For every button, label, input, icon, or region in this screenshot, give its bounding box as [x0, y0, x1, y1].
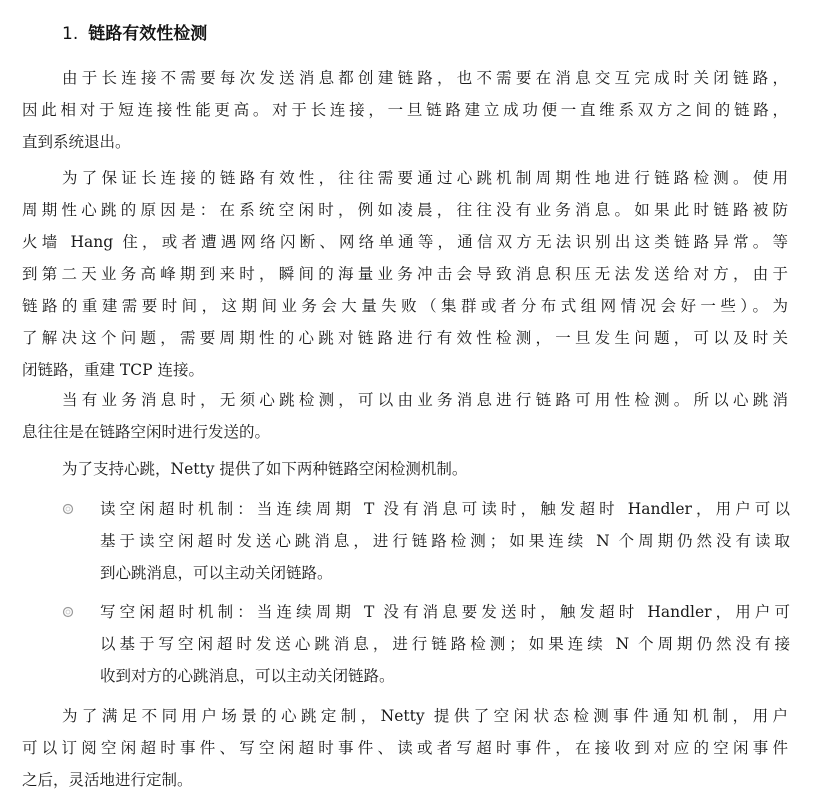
paragraph-line: 为了支持心跳，Netty 提供了如下两种链路空闲检测机制。 — [62, 460, 468, 478]
hollow-circle-icon — [62, 606, 74, 618]
paragraph-closing — [22, 700, 788, 796]
bullet-text — [100, 493, 790, 589]
hollow-circle-icon — [62, 503, 74, 515]
bullet-text — [100, 596, 790, 692]
paragraph-3 — [22, 384, 788, 448]
paragraph-line: 可以订阅空闲超时事件、写空闲超时事件、读或者写超时事件，在接收到对应的空闲事件 — [22, 739, 788, 757]
paragraph-line: 到第二天业务高峰期到来时，瞬间的海量业务冲击会导致消息积压无法发送给对方，由于 — [22, 265, 788, 283]
bullet-line: 写空闲超时机制：当连续周期 T 没有消息要发送时，触发超时 Handler，用户可 — [100, 603, 790, 621]
paragraph-line: 为了满足不同用户场景的心跳定制，Netty 提供了空闲状态检测事件通知机制，用户 — [62, 707, 788, 725]
paragraph-line: 闭链路，重建 TCP 连接。 — [22, 361, 204, 379]
paragraph-line: 因此相对于短连接性能更高。对于长连接，一旦链路建立成功便一直维系双方之间的链路， — [22, 101, 788, 119]
paragraph-1 — [22, 62, 788, 158]
bullet-line: 收到对方的心跳消息，可以主动关闭链路。 — [100, 667, 395, 685]
paragraph-line: 直到系统退出。 — [22, 133, 131, 151]
paragraph-line: 之后，灵活地进行定制。 — [22, 771, 193, 789]
section-number: 1. — [62, 24, 79, 44]
paragraph-line: 为了保证长连接的链路有效性，往往需要通过心跳机制周期性地进行链路检测。使用 — [62, 169, 788, 187]
paragraph-line: 当有业务消息时，无须心跳检测，可以由业务消息进行链路可用性检测。所以心跳消 — [62, 391, 788, 409]
bullet-line: 到心跳消息，可以主动关闭链路。 — [100, 564, 333, 582]
paragraph-line: 周期性心跳的原因是：在系统空闲时，例如凌晨，往往没有业务消息。如果此时链路被防 — [22, 201, 788, 219]
bullet-line: 基于读空闲超时发送心跳消息，进行链路检测；如果连续 N 个周期仍然没有读取 — [100, 532, 790, 550]
paragraph-2 — [22, 162, 788, 386]
paragraph-4 — [22, 453, 788, 485]
paragraph-line: 火墙 Hang 住，或者遭遇网络闪断、网络单通等，通信双方无法识别出这类链路异常。等 — [22, 233, 788, 251]
bullet-line: 以基于写空闲超时发送心跳消息，进行链路检测；如果连续 N 个周期仍然没有接 — [100, 635, 790, 653]
paragraph-line: 了解决这个问题，需要周期性的心跳对链路进行有效性检测，一旦发生问题，可以及时关 — [22, 329, 788, 347]
paragraph-line: 链路的重建需要时间，这期间业务会大量失败（集群或者分布式组网情况会好一些）。为 — [22, 297, 788, 315]
paragraph-line: 息往往是在链路空闲时进行发送的。 — [22, 423, 271, 441]
section-title: 链路有效性检测 — [88, 24, 208, 44]
bullet-line: 读空闲超时机制：当连续周期 T 没有消息可读时，触发超时 Handler，用户可以 — [100, 500, 790, 518]
paragraph-line: 由于长连接不需要每次发送消息都创建链路，也不需要在消息交互完成时关闭链路， — [62, 69, 788, 87]
section-heading — [62, 22, 207, 46]
